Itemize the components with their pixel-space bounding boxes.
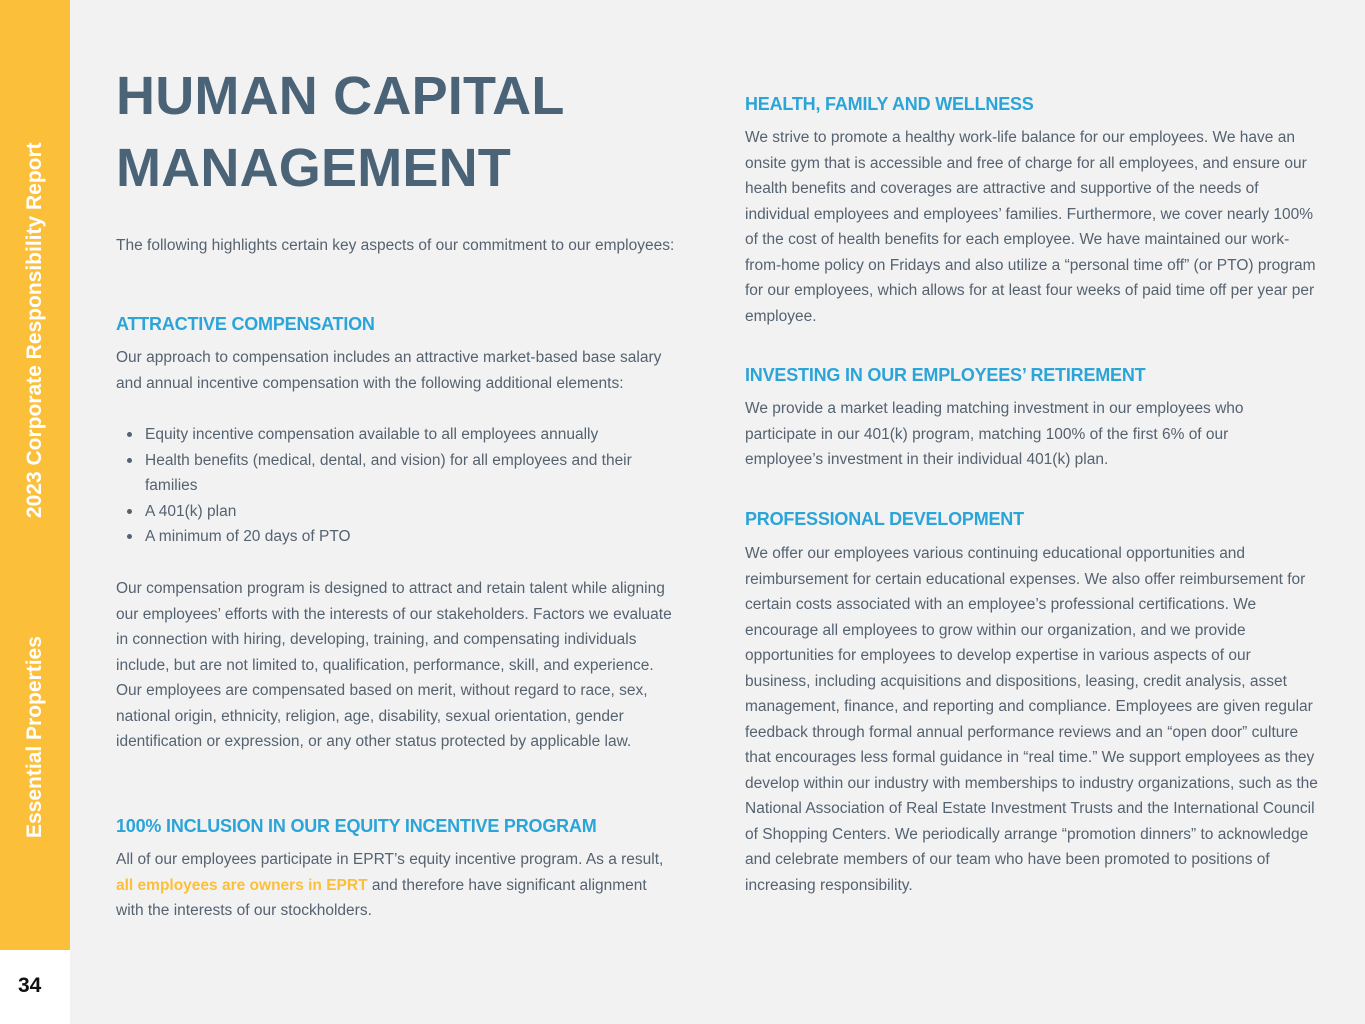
- list-item: A 401(k) plan: [116, 499, 676, 525]
- retirement-paragraph: We provide a market leading matching investment in our employees who participate in our 401(k) program, matching 100% of the first 6% of our employee’s investment in their individual 401(k) plan.: [745, 400, 1244, 468]
- professional-paragraph: We offer our employees various continuing educational opportunities and reimbursement for certain educational expenses. We also offer reimbursement for certain costs associated with an employee’s professional certifications. We encourage all employees to grow within our organization, and we provide opportunities for employees to develop expertise in various aspects of our business, including acquisitions and dispositions, leasing, credit analysis, asset management, finance, and reporting and compliance. Employees are given regular feedback through formal annual performance reviews and an “open door” culture that encourages less formal guidance in “real time.” We support employees as they develop within our industry with memberships to industry organizations, such as the National Association of Real Estate Investment Trusts and the International Council of Shopping Centers. We periodically arrange “promotion dinners” to acknowledge and celebrate members of our team who have been promoted to positions of increasing responsibility.: [745, 545, 1318, 894]
- heading-health: HEALTH, FAMILY AND WELLNESS: [745, 94, 1034, 114]
- inclusion-text-after: and therefore have significant alignment with the interests of our stockholders.: [116, 876, 647, 919]
- health-paragraph: We strive to promote a healthy work-life balance for our employees. We have an onsite gym that is accessible and free of charge for all employees, and ensure our health benefits and coverages are attractive and supportive of the needs of individual employees and employees’ families. Furthermore, we cover nearly 100% of the cost of health benefits for each employee. We have maintained our work-from-home policy on Fridays and also utilize a “personal time off” (or PTO) program for our employees, which allows for at least four weeks of paid time off per year per employee.: [745, 129, 1316, 325]
- heading-inclusion: 100% INCLUSION IN OUR EQUITY INCENTIVE PROGRAM: [116, 816, 597, 836]
- list-item: Equity incentive compensation available to all employees annually: [116, 422, 676, 448]
- heading-professional-development: PROFESSIONAL DEVELOPMENT: [745, 509, 1024, 529]
- report-title: 2023 Corporate Responsibility Report: [23, 142, 46, 519]
- page-title-line2: MANAGEMENT: [116, 138, 511, 198]
- page-title-line1: HUMAN CAPITAL: [116, 66, 565, 126]
- page-title: [116, 60, 565, 204]
- inclusion-text-before: All of our employees participate in EPRT’s equity incentive program. As a result,: [116, 851, 664, 868]
- list-item: Health benefits (medical, dental, and vision) for all employees and their families: [116, 448, 676, 499]
- company-name: Essential Properties: [23, 636, 46, 838]
- heading-attractive-compensation: ATTRACTIVE COMPENSATION: [116, 314, 375, 334]
- intro-paragraph: The following highlights certain key aspects of our commitment to our employees:: [116, 237, 675, 254]
- heading-retirement: INVESTING IN OUR EMPLOYEES’ RETIREMENT: [745, 365, 1146, 385]
- compensation-paragraph: Our approach to compensation includes an attractive market-based base salary and annual incentive compensation with the following additional elements:: [116, 349, 662, 392]
- list-item: A minimum of 20 days of PTO: [116, 524, 676, 550]
- sidebar-text: [0, 0, 70, 950]
- inclusion-paragraph: [116, 847, 676, 924]
- compensation-bullet-list: [116, 422, 676, 550]
- compensation-program-paragraph: Our compensation program is designed to attract and retain talent while aligning our employees’ efforts with the interests of our stakeholders. Factors we evaluate in connection with hiring, developing, training, and compensating individuals include, but are not limited to, qualification, performance, skill, and experience. Our employees are compensated based on merit, without regard to race, sex, national origin, ethnicity, religion, age, disability, sexual orientation, gender identification or expression, or any other status protected by applicable law.: [116, 580, 672, 750]
- page-number: 34: [18, 974, 42, 997]
- inclusion-highlight: all employees are owners in EPRT: [116, 876, 368, 894]
- sidebar: [0, 0, 70, 950]
